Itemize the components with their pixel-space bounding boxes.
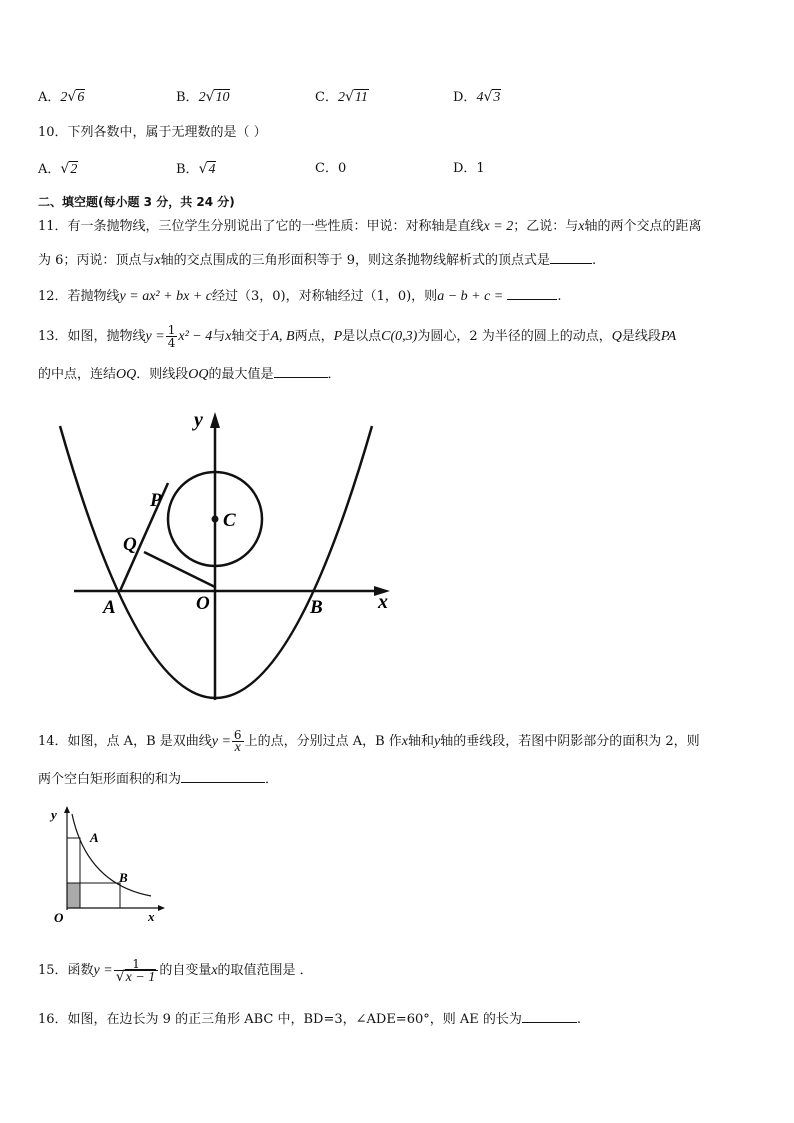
fig13-label-p: P [150, 490, 162, 511]
x-axis-arrow-icon [158, 905, 165, 911]
fig14-label-b: B [119, 870, 128, 885]
y-axis-arrow-icon [64, 806, 70, 813]
fig13-label-x: x [378, 591, 388, 613]
fig14-label-x: x [148, 909, 155, 924]
q11-line2: 为 6；丙说：顶点与x轴的交点围成的三角形面积等于 9，则这条抛物线解析式的顶点式是 . [38, 249, 596, 271]
q10-option-a: A．√2 [38, 161, 78, 177]
fig13-label-a: A [103, 597, 116, 618]
fig14-label-a: A [90, 830, 99, 845]
fig14-label-y: y [51, 807, 57, 822]
fig13-label-y: y [194, 409, 203, 431]
q13-line1: 13．如图，抛物线y = $\frac{1}{4}$ x² − 4与x轴交于A, B两点，P是以点C(0,3)为圆心，2 为半径的圆上的动点，Q是线段PA [38, 323, 677, 350]
q13-figure [50, 400, 400, 700]
q9-option-c: C．2√11 [315, 89, 368, 105]
fig13-label-q: Q [123, 534, 137, 555]
q9-option-b: B．2√10 [176, 89, 230, 105]
q14-answer-blank[interactable] [181, 768, 265, 783]
section-heading-fill-in: 二、填空题(每小题 3 分，共 24 分) [38, 195, 235, 209]
q14-line1: 14．如图，点 A，B 是双曲线y = $\frac{6}{x}$ 上的点，分别过点 A，B 作x轴和y轴的垂线段，若图中阴影部分的面积为 2，则 [38, 728, 700, 755]
q9-option-a: A．2√6 [38, 89, 85, 105]
shaded-rectangle [67, 883, 80, 908]
q16-line: 16．如图，在边长为 9 的正三角形 ABC 中，BD=3，∠ADE=60°，则 AE 的长为 . [38, 1008, 581, 1030]
y-axis-arrow-icon [210, 412, 220, 428]
q15-fraction: $\frac{1}{√x - 1}$ [114, 958, 159, 984]
q15-line: 15．函数y = $\frac{1}{√x - 1}$ 的自变量x的取值范围是 ． [38, 956, 313, 985]
q9-option-d: D．4√3 [453, 89, 501, 105]
q16-answer-blank[interactable] [522, 1008, 577, 1023]
q14-fraction: $\frac{6}{x}$ [233, 728, 242, 755]
q10-stem: 10．下列各数中，属于无理数的是（ ） [38, 125, 267, 140]
point-c-dot [212, 516, 219, 523]
fig13-label-b: B [310, 597, 323, 618]
fig13-label-o: O [196, 593, 210, 614]
fig14-label-o: O [54, 910, 64, 925]
q13-answer-blank[interactable] [274, 363, 328, 378]
fig13-label-c: C [223, 510, 236, 531]
q12-line: 12．若抛物线y = ax² + bx + c经过（3，0)，对称轴经过（1，0)，则a − b + c = . [38, 285, 562, 307]
q13-line2: 的中点，连结OQ．则线段OQ的最大值是 ． [38, 363, 341, 385]
q14-figure [45, 800, 170, 930]
q14-line2: 两个空白矩形面积的和为 ． [38, 768, 278, 790]
segment-oq [144, 552, 215, 587]
q11-line1: 11．有一条抛物线，三位学生分别说出了它的一些性质：甲说：对称轴是直线x = 2；乙说：与x轴的两个交点的距离 [38, 219, 702, 234]
hyperbola-curve [72, 814, 151, 896]
q12-answer-blank[interactable] [507, 285, 557, 300]
q13-fraction: $\frac{1}{4}$ [167, 323, 176, 350]
q11-answer-blank[interactable] [550, 249, 592, 264]
q10-option-b: B．√4 [176, 161, 216, 177]
q10-option-c: C．0 [315, 161, 347, 176]
q10-option-d: D．1 [453, 161, 485, 176]
